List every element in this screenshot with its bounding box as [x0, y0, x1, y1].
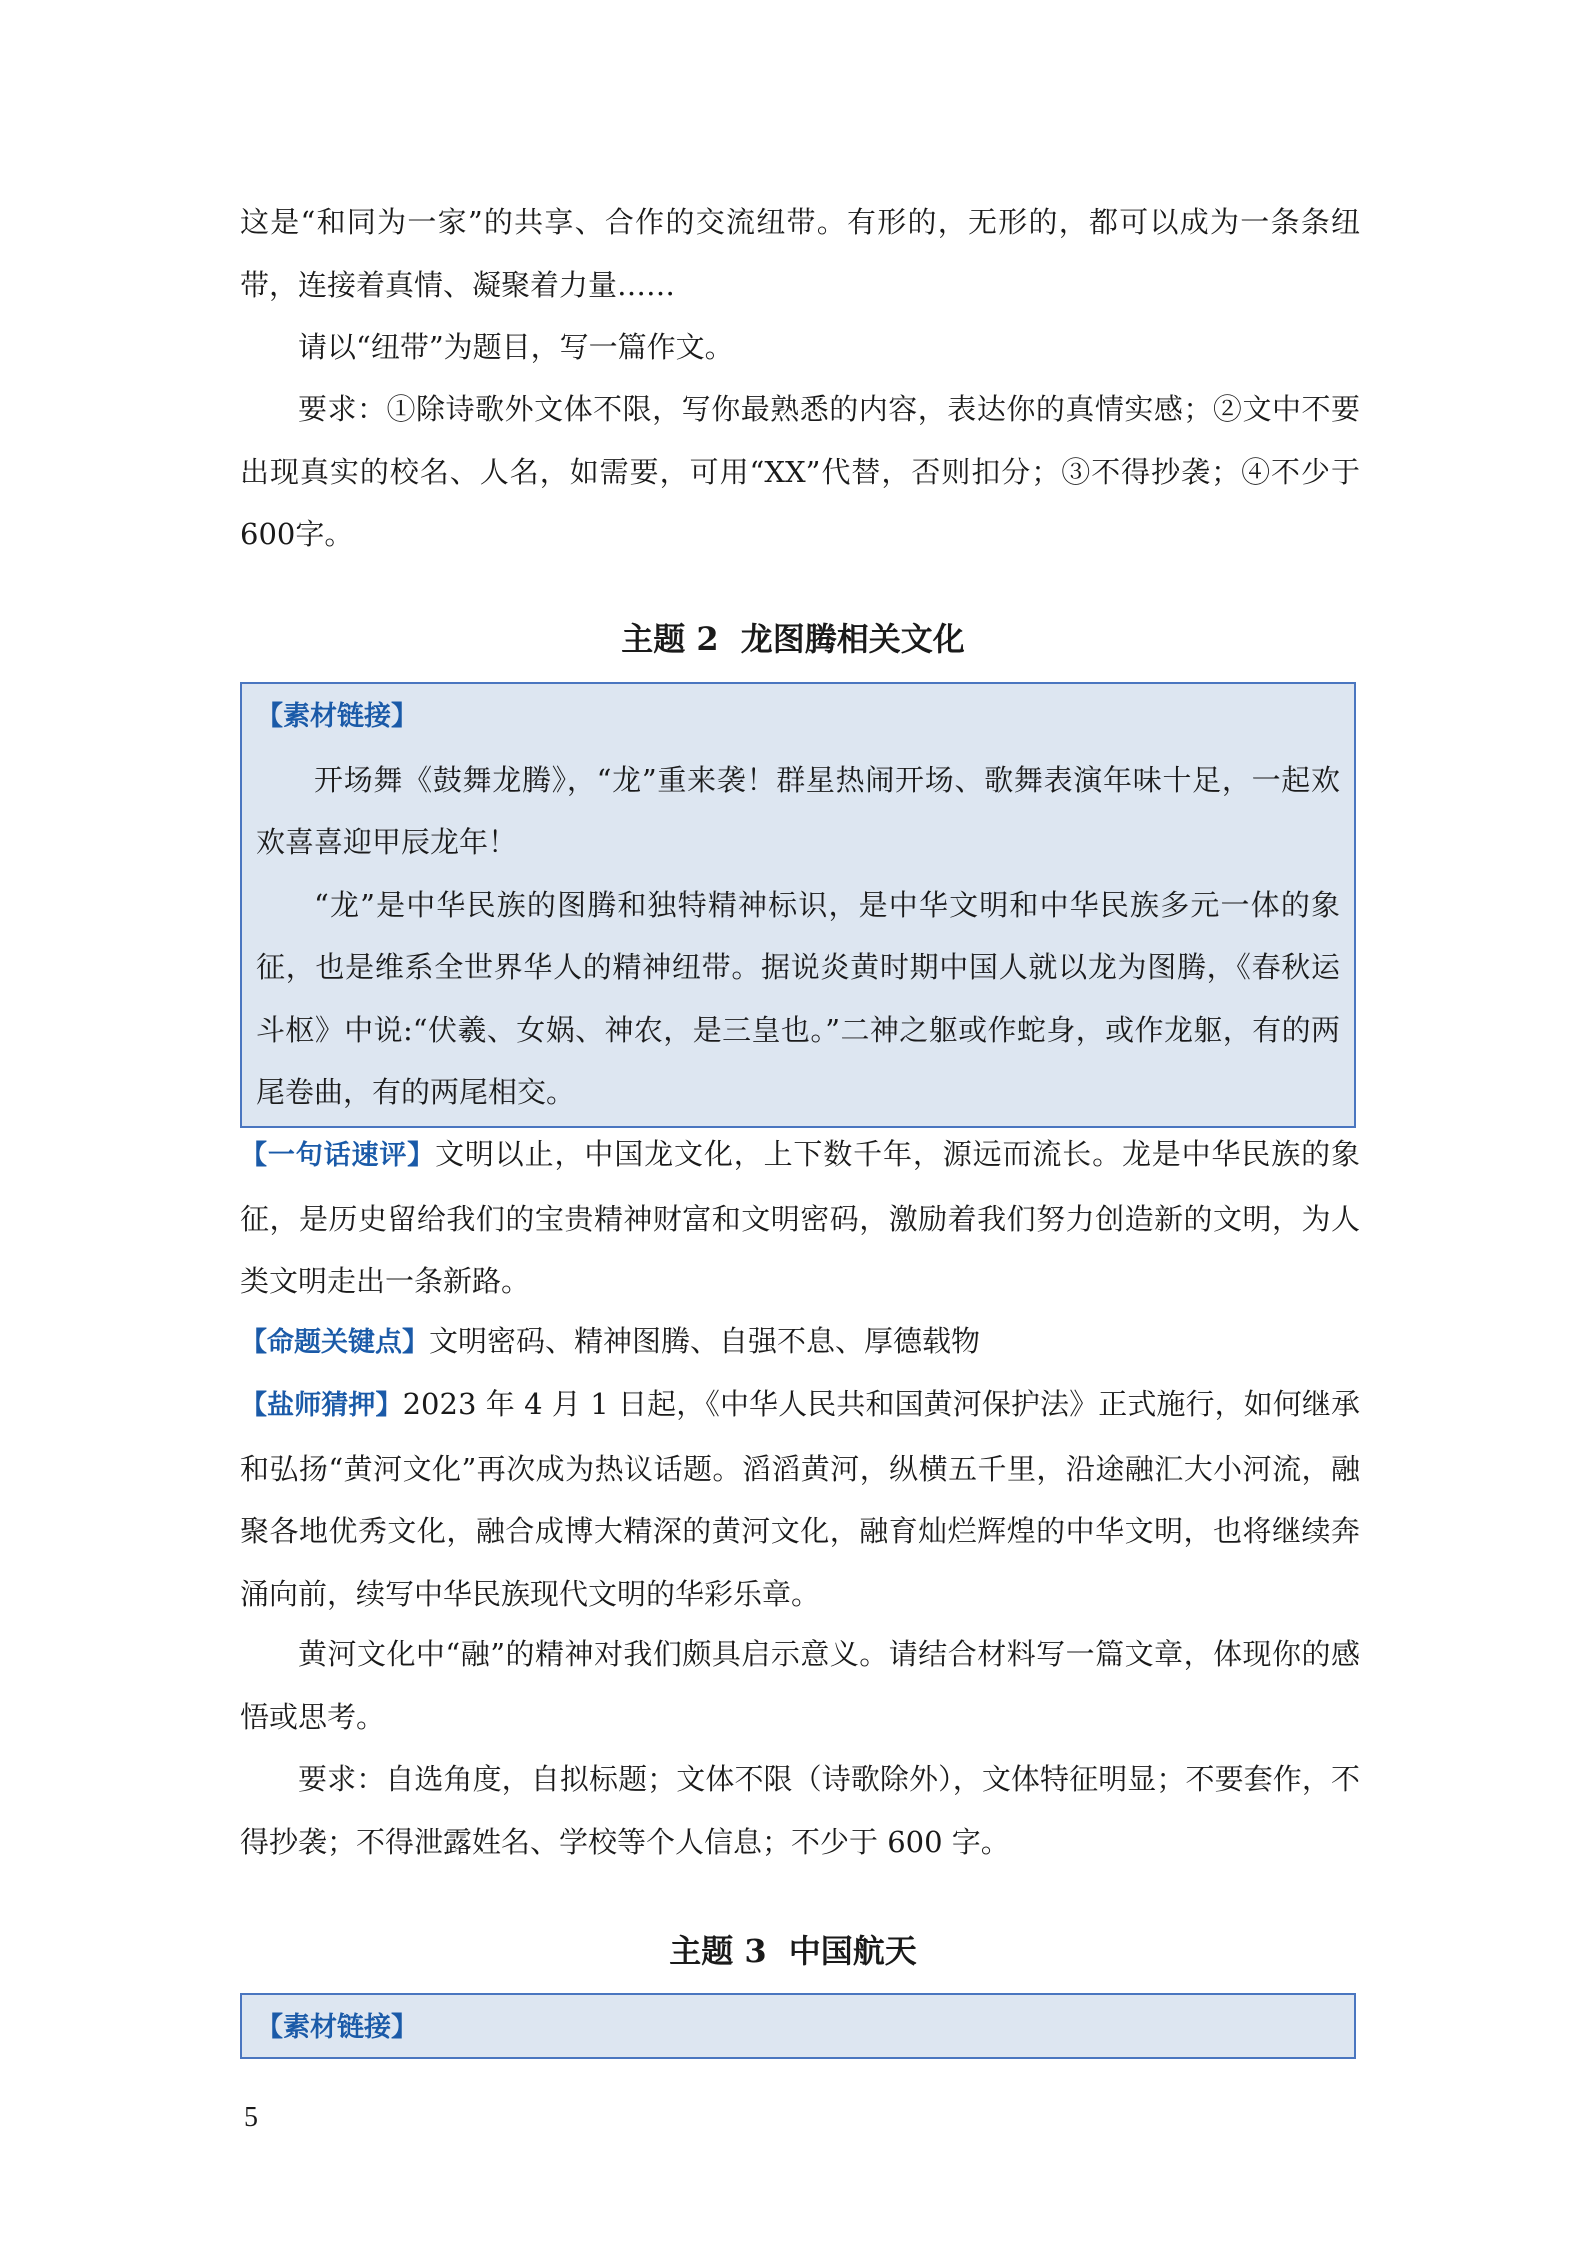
teacher-guess-text: 2023 年 4 月 1 日起，《中华人民共和国黄河保护法》正式施行，如何继承和弘扬“黄河文化”再次成为热议话题。滔滔黄河，纵横五千里，沿途融汇大小河流，融聚各地优秀文化，融合成博大精深的黄河文化，融育灿烂辉煌的中华文明，也将继续奔涌向前，续写中华民族现代文明的华彩乐章。	[240, 1387, 1361, 1611]
writing-requirements: 要求：自选角度，自拟标题；文体不限（诗歌除外），文体特征明显；不要套作，不得抄袭；不得泄露姓名、学校等个人信息；不少于 600 字。	[240, 1762, 1360, 1859]
key-points	[240, 1310, 1360, 1375]
quick-review-text: 文明以止，中国龙文化，上下数千年，源远而流长。龙是中华民族的象征，是历史留给我们的宝贵精神财富和文明密码，激励着我们努力创造新的文明，为人类文明走出一条新路。	[240, 1137, 1360, 1298]
teacher-guess-tag: 【盐师猜押】	[240, 1390, 403, 1421]
teacher-guess	[240, 1373, 1360, 1625]
theme-3-heading	[0, 1926, 1586, 1972]
theme-2-heading	[0, 614, 1586, 660]
page-number: 5	[244, 2102, 258, 2133]
material-paragraph-1: 开场舞《鼓舞龙腾》，“龙”重来袭！群星热闹开场、歌舞表演年味十足，一起欢欢喜喜迎甲辰龙年！	[256, 762, 1340, 859]
intro-paragraph-2: 请以“纽带”为题目，写一篇作文。	[298, 330, 734, 364]
intro-paragraph-1: 这是“和同为一家”的共享、合作的交流纽带。有形的，无形的，都可以成为一条条纽带，连接着真情、凝聚着力量……	[240, 205, 1360, 302]
theme-2-number: 主题 2	[621, 620, 719, 658]
key-points-tag: 【命题关键点】	[240, 1327, 429, 1358]
material-box-theme-3	[240, 1993, 1356, 2059]
intro-requirements: 要求：①除诗歌外文体不限，写你最熟悉的内容，表达你的真情实感；②文中不要出现真实的校名、人名，如需要，可用“XX”代替，否则扣分；③不得抄袭；④不少于 600字。	[240, 392, 1360, 551]
theme-2-title: 龙图腾相关文化	[740, 620, 965, 658]
theme-3-number: 主题 3	[669, 1932, 767, 1970]
quick-review-tag: 【一句话速评】	[240, 1140, 436, 1171]
writing-prompt: 黄河文化中“融”的精神对我们颇具启示意义。请结合材料写一篇文章，体现你的感悟或思考。	[240, 1637, 1360, 1734]
key-points-text: 文明密码、精神图腾、自强不息、厚德载物	[429, 1324, 981, 1358]
material-box-theme-2	[240, 682, 1356, 1128]
material-paragraph-2: “龙”是中华民族的图腾和独特精神标识，是中华文明和中华民族多元一体的象征，也是维系全世界华人的精神纽带。据说炎黄时期中国人就以龙为图腾，《春秋运斗枢》中说:“伏羲、女娲、神农，是三皇也。”二神之躯或作蛇身，或作龙躯，有的两尾卷曲，有的两尾相交。	[256, 887, 1340, 1109]
material-tag: 【素材链接】	[256, 701, 418, 732]
quick-review	[240, 1123, 1360, 1313]
material-tag-theme-3: 【素材链接】	[256, 2012, 418, 2043]
theme-3-title: 中国航天	[788, 1932, 917, 1970]
